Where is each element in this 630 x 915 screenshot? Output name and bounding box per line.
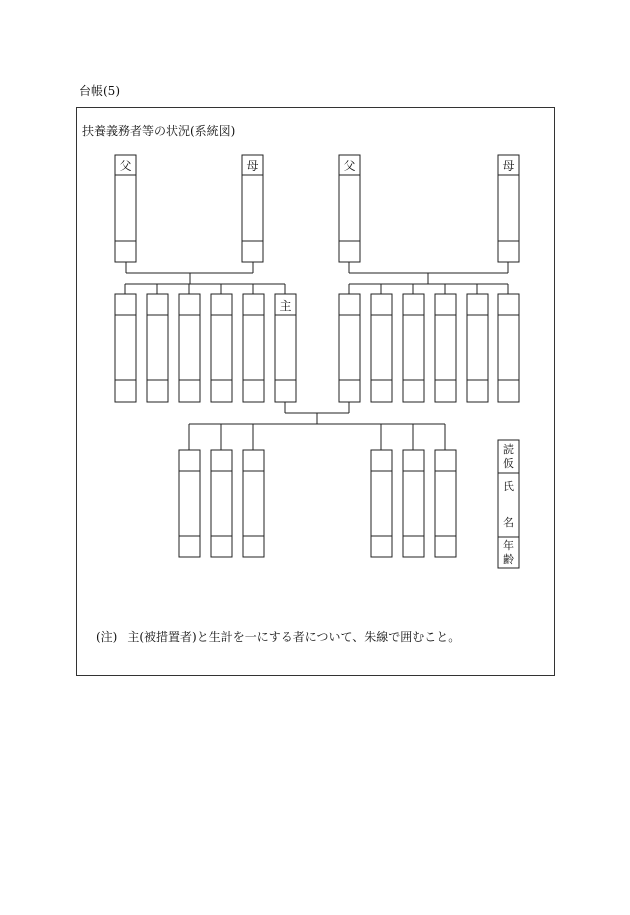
legend-name-surname: 氏	[503, 480, 514, 493]
right-father-label: 父	[343, 159, 356, 173]
legend-age-rei: 齢	[503, 553, 514, 566]
child-box	[243, 450, 264, 557]
left-mother-label: 母	[246, 159, 259, 173]
right-sibling-box	[498, 294, 519, 402]
left-sibling-box	[243, 294, 264, 402]
child-box	[179, 450, 200, 557]
left-sibling-box	[179, 294, 200, 402]
child-box	[371, 450, 392, 557]
right-sibling-box	[403, 294, 424, 402]
child-box	[403, 450, 424, 557]
footnote-prefix: (注)	[96, 630, 118, 644]
legend-reading: 読	[503, 443, 514, 456]
right-sibling-box	[371, 294, 392, 402]
right-mother-label: 母	[502, 159, 515, 173]
left-sibling-box	[211, 294, 232, 402]
child-box	[211, 450, 232, 557]
child-box	[435, 450, 456, 557]
left-father-label: 父	[119, 159, 132, 173]
principal-label: 主	[279, 299, 292, 313]
right-sibling-box	[339, 294, 360, 402]
document-label: 台帳(5)	[79, 84, 120, 98]
footnote	[96, 630, 460, 644]
right-sibling-box	[467, 294, 488, 402]
legend-age-year: 年	[503, 539, 514, 552]
left-sibling-box	[147, 294, 168, 402]
footnote-text: 主(被措置者)と生計を一にする者について、朱線で囲むこと。	[127, 630, 461, 644]
left-sibling-box	[115, 294, 136, 402]
legend-kana: 仮	[503, 457, 514, 470]
section-title: 扶養義務者等の状況(系統図)	[82, 124, 236, 138]
right-sibling-box	[435, 294, 456, 402]
connector-lines	[125, 262, 508, 450]
legend-name-given: 名	[503, 516, 514, 529]
